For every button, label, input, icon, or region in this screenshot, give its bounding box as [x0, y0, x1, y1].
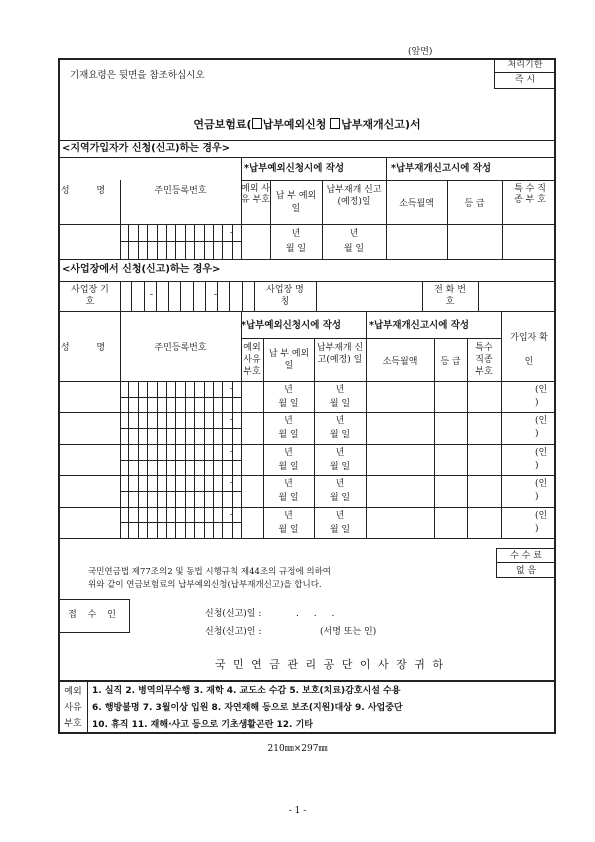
applicant-label: 신청(신고)인 :	[205, 627, 262, 637]
statement-line2: 위와 같이 연금보험료의 납부예외신청(납부재개신고)을 합니다.	[88, 580, 322, 590]
s1-resume-group: *납부재개신고시에 작성	[391, 163, 492, 174]
page-number: - 1 -	[288, 806, 307, 816]
s2-rrn-header: 주민등록번호	[154, 343, 207, 353]
s1-resume-date-header: 납부재개 신고(예정)일	[326, 185, 382, 207]
deadline-label: 처리기한	[507, 60, 543, 70]
s2-exempt-md: 월 일	[278, 524, 299, 535]
s2-special-header: 특수 직종 부호	[475, 343, 493, 377]
seal-mark[interactable]: (인	[535, 416, 548, 427]
apply-date-value[interactable]: . . .	[296, 609, 341, 619]
s2-grade-header: 등 급	[440, 357, 461, 367]
s2-exempt-year: 년	[284, 479, 293, 490]
s2-exempt-group: *납부예외신청시에 작성	[241, 320, 342, 331]
s2-exempt-md: 월 일	[278, 461, 299, 472]
seal-mark[interactable]: (인	[535, 479, 548, 490]
s2-exempt-year: 년	[284, 385, 293, 395]
deadline-value: 즉 시	[514, 75, 536, 85]
s2-resume-year: 년	[335, 447, 345, 458]
s2-exempt-date-header: 납 부 예외일	[268, 349, 310, 371]
s1-income-header: 소득월액	[399, 199, 434, 209]
seal-mark[interactable]: (인	[535, 510, 548, 521]
s2-resume-year: 년	[335, 416, 345, 427]
s1-exempt-md: 월 일	[285, 244, 307, 254]
s2-exempt-year: 년	[284, 510, 293, 521]
s2-resume-md: 월 일	[329, 399, 351, 409]
s1-resume-year: 년	[349, 229, 359, 239]
seal-mark-close: )	[535, 460, 539, 471]
section2-title: <사업장에서 신청(신고)하는 경우>	[62, 264, 221, 275]
seal-mark-close: )	[535, 492, 539, 503]
size-note: 210㎜×297㎜	[267, 744, 328, 754]
sign-note[interactable]: (서명 또는 인)	[320, 627, 377, 637]
seal-mark-close: )	[535, 429, 539, 440]
s2-resume-year: 년	[335, 479, 345, 490]
codes-label: 예외 사유 부호	[64, 687, 82, 729]
s2-reason-header: 예외 사유 부호	[243, 343, 261, 377]
s2-resume-md: 월 일	[329, 461, 351, 472]
codes-line2: 6. 행방불명 7. 3월이상 입원 8. 자연재해 등으로 보조(지원)대상 9. 사업중단	[92, 703, 403, 713]
s2-exempt-md: 월 일	[278, 430, 299, 441]
apply-date-label: 신청(신고)일 :	[205, 609, 262, 619]
form-title: 연금보험료( 납부예외신청 납부재개신고)서	[193, 118, 421, 131]
s2-resume-md: 월 일	[329, 430, 351, 441]
biz-name-label: 사업장 명 칭	[266, 285, 304, 307]
s2-exempt-md: 월 일	[278, 493, 299, 504]
exempt-checkbox[interactable]	[252, 118, 262, 129]
s2-exempt-year: 년	[284, 416, 293, 427]
s2-confirm-header: 가입자 확 인	[510, 333, 548, 367]
s2-resume-md: 월 일	[329, 524, 351, 535]
statement-line1: 국민연금법 제77조의2 및 동법 시행규칙 제44조의 규정에 의하여	[88, 567, 332, 577]
seal-mark-close: )	[535, 523, 539, 534]
s1-exempt-group: *납부예외신청시에 작성	[244, 163, 345, 174]
s1-special-header: 특 수 직 종 부 호	[514, 184, 546, 205]
fee-value: 없 음	[515, 566, 537, 576]
seal-mark-close: )	[535, 398, 539, 408]
seal-mark[interactable]: (인	[535, 385, 548, 395]
page-side-label: (앞면)	[408, 47, 433, 57]
fee-label: 수 수 료	[510, 551, 542, 561]
s2-income-header: 소득월액	[382, 357, 418, 367]
s1-reason-header: 예외 사유 부호	[241, 184, 270, 205]
instruction-text: 기재요령은 뒷면을 참조하십시오	[70, 70, 205, 81]
s2-resume-group: *납부재개신고시에 작성	[369, 320, 470, 331]
resume-checkbox[interactable]	[330, 118, 340, 129]
s1-exempt-year: 년	[291, 229, 301, 239]
codes-line3: 10. 휴직 11. 재해·사고 등으로 기초생활곤란 12. 기타	[92, 720, 313, 730]
s1-rrn-header: 주민등록번호	[154, 186, 207, 196]
s2-exempt-md: 월 일	[278, 399, 299, 409]
codes-line1: 1. 실직 2. 병역의무수행 3. 재학 4. 교도소 수감 5. 보호(치료)감호시설 수용	[92, 686, 401, 696]
recipient: 국 민 연 금 관 리 공 단 이 사 장 귀 하	[214, 658, 446, 671]
s1-grade-header: 등 급	[464, 199, 485, 209]
seal-mark[interactable]: (인	[535, 447, 548, 458]
receipt-label: 접 수 인	[68, 610, 120, 620]
biz-code-label: 사업장 기 호	[71, 285, 109, 307]
s2-exempt-year: 년	[284, 447, 293, 458]
s1-resume-md: 월 일	[343, 244, 365, 254]
s2-name-header: 성 명	[60, 343, 118, 353]
s2-resume-md: 월 일	[329, 493, 351, 504]
s1-name-header: 성 명	[60, 186, 118, 196]
phone-label: 전 화 번 호	[434, 285, 466, 307]
section1-title: <지역가입자가 신청(신고)하는 경우>	[62, 143, 231, 154]
s2-resume-date-header: 납부재개 신고(예정) 일	[316, 343, 364, 365]
s1-exempt-date-header: 납 부 예외일	[275, 191, 317, 214]
s2-resume-year: 년	[335, 385, 345, 395]
s2-resume-year: 년	[335, 510, 345, 521]
biz-code-cells[interactable]	[120, 281, 254, 311]
